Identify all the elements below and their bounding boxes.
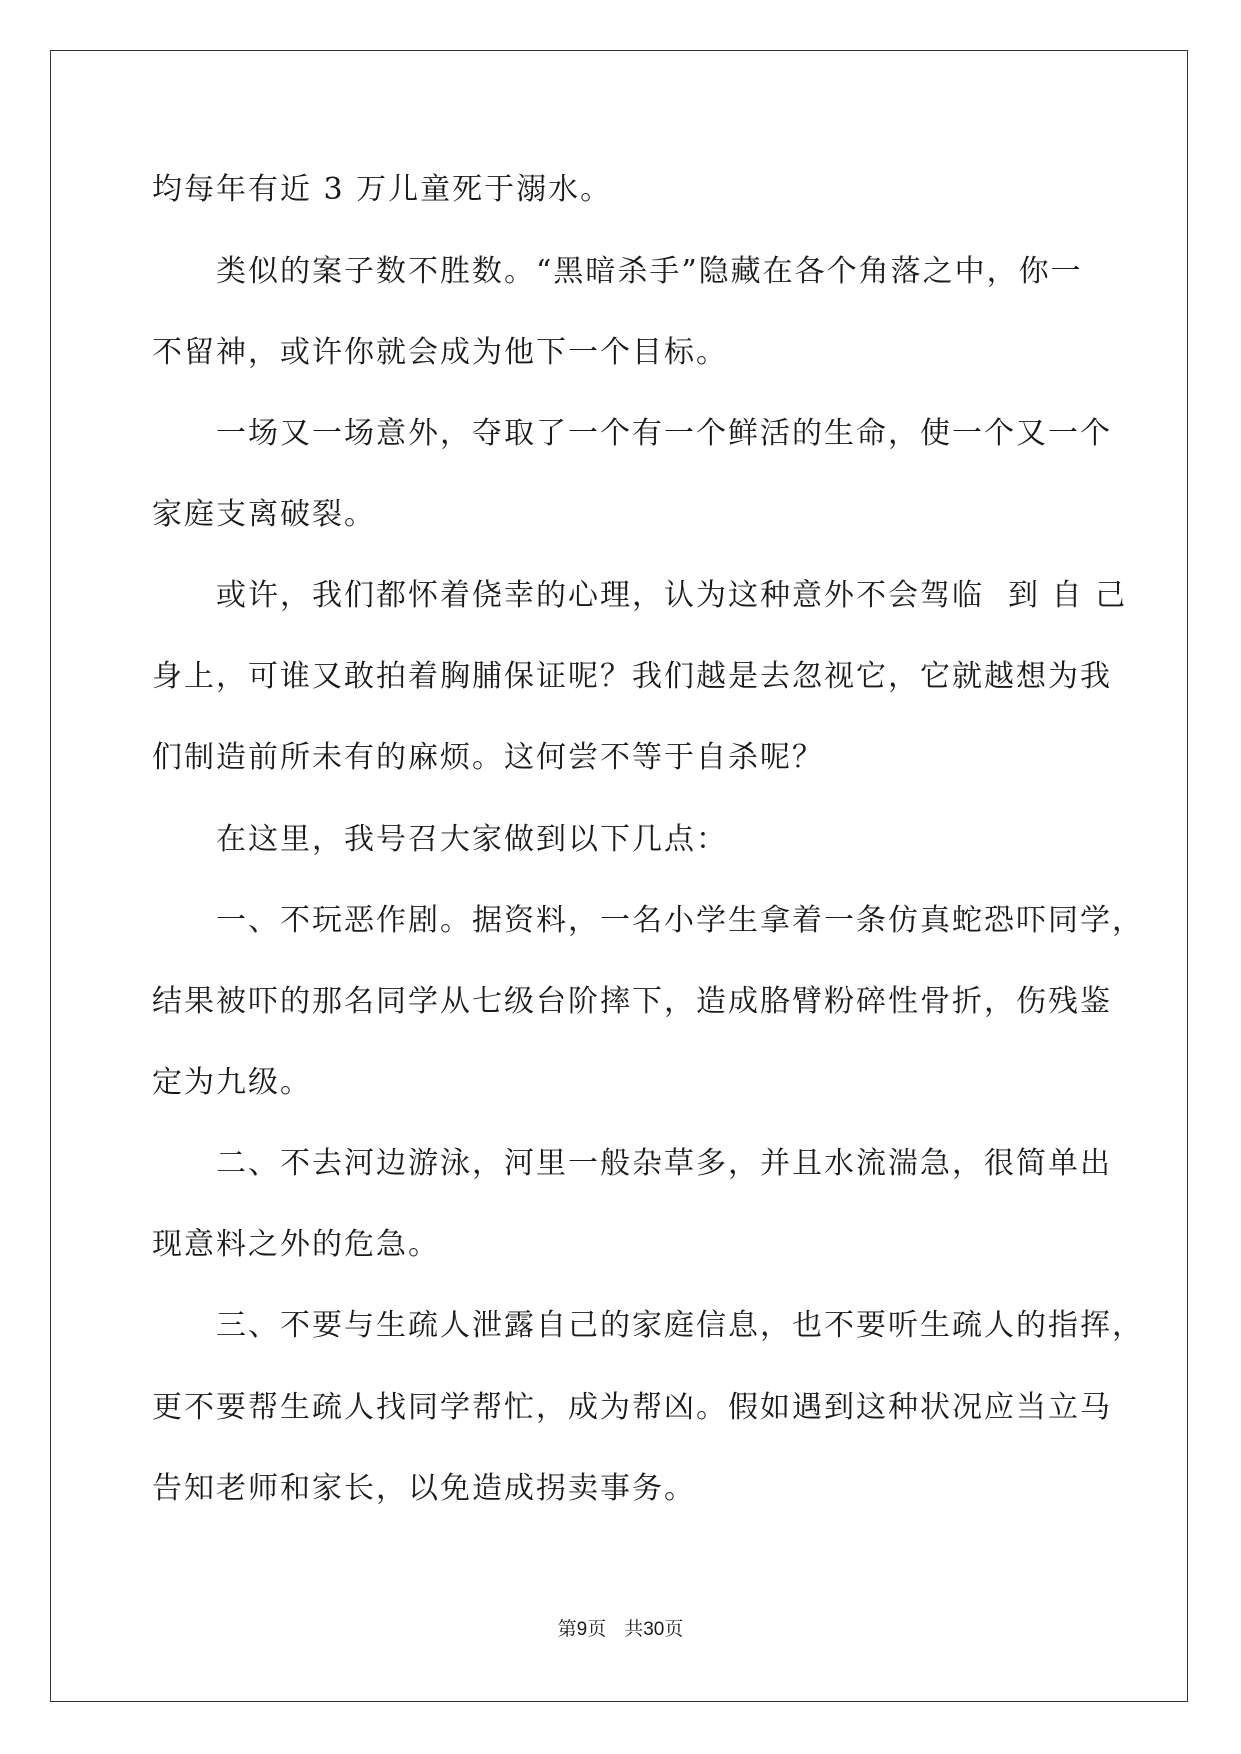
text-line: 们制造前所未有的麻烦。这何尝不等于自杀呢？ xyxy=(152,740,824,775)
text-line: 身上，可谁又敢拍着胸脯保证呢？我们越是去忽视它，它就越想为我 xyxy=(152,659,1112,694)
page-border xyxy=(50,50,1188,1702)
text-line: 均每年有近 3 万儿童死于溺水。 xyxy=(152,172,613,207)
text-line: 告知老师和家长，以免造成拐卖事务。 xyxy=(152,1471,696,1506)
text-fragment: 或许，我们都怀着侥幸的心理，认为这种意外不会驾临 xyxy=(216,578,984,613)
text-line: 家庭支离破裂。 xyxy=(152,497,376,532)
text-line: 不留神，或许你就会成为他下一个目标。 xyxy=(152,335,728,370)
paragraph-line: 在这里，我号召大家做到以下几点： xyxy=(216,822,728,857)
text-line: 结果被吓的那名同学从七级台阶摔下，造成胳臂粉碎性骨折，伤残鉴 xyxy=(152,984,1112,1019)
text-line: 定为九级。 xyxy=(152,1065,312,1100)
paragraph-line: 一场又一场意外，夺取了一个有一个鲜活的生命，使一个又一个 xyxy=(216,416,1112,451)
page-prefix: 第 xyxy=(557,1618,577,1640)
text-line: 更不要帮生疏人找同学帮忙，成为帮凶。假如遇到这种状况应当立马 xyxy=(152,1390,1112,1425)
paragraph-line: 三、不要与生疏人泄露自己的家庭信息，也不要听生疏人的指挥， xyxy=(216,1308,1144,1343)
text-fragment: 到 自 己 xyxy=(1008,578,1128,613)
page-number: 9 xyxy=(576,1619,588,1640)
paragraph-line: 类似的案子数不胜数。“黑暗杀手”隐藏在各个角落之中，你一 xyxy=(216,254,1083,289)
paragraph-line: 二、不去河边游泳，河里一般杂草多，并且水流湍急，很简单出 xyxy=(216,1146,1112,1181)
text-line: 现意料之外的危急。 xyxy=(152,1227,440,1262)
page-footer xyxy=(0,1617,1241,1642)
page-suffix: 页 xyxy=(587,1618,607,1640)
paragraph-line xyxy=(216,578,1127,614)
total-suffix: 页 xyxy=(664,1618,684,1640)
total-prefix: 共 xyxy=(624,1618,644,1640)
total-pages: 30 xyxy=(643,1619,665,1640)
paragraph-line: 一、不玩恶作剧。据资料，一名小学生拿着一条仿真蛇恐吓同学， xyxy=(216,903,1144,938)
